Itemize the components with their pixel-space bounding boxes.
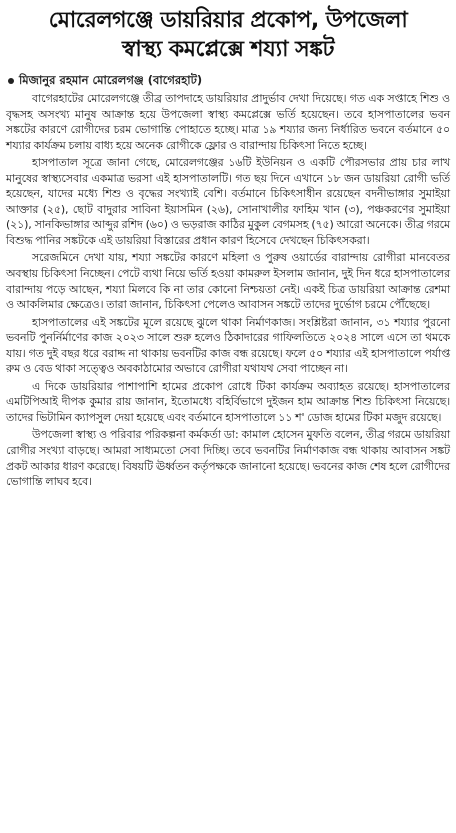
paragraph-6: উপজেলা স্বাস্থ্য ও পরিবার পরিকল্পনা কর্মকর্তা ডা: কামাল হোসেন মুফতি বলেন, তীব্র গরমে ডায়রিয়া রোগীর সংখ্যা বাড়ছে। আমরা সাধ্যমতো সেবা দিচ্ছি। তবে ভবনটির নির্মাণকাজ বন্ধ থাকায় আবাসন সঙ্কট প্রকট আকার ধারণ করেছে। বিষয়টি ঊর্ধ্বতন কর্তৃপক্ষকে জানানো হয়েছে। ভবনের কাজ শেষ হলে রোগীদের ভোগান্তি লাঘব হবে।	[6, 428, 450, 489]
paragraph-1: বাগেরহাটের মোরেলগঞ্জে তীব্র তাপদাহে ডায়রিয়ার প্রাদুর্ভাব দেখা দিয়েছে। গত এক সপ্তাহে শিশু ও বৃদ্ধসহ অসংখ্য মানুষ আক্রান্ত হয়ে উপজেলা স্বাস্থ্য কমপ্লেক্সে ভর্তি হয়েছেন। তবে হাসপাতালের ভবন সঙ্কটের কারণে রোগীদের চরম ভোগান্তি পোহাতে হচ্ছে। মাত্র ১৯ শয্যার জন্য নির্ধারিত ভবনে বর্তমানে ৫০ শয্যার কার্যক্রম চলায় বাধ্য হয়ে অনেক রোগীকে ফ্লোর ও বারান্দায় চিকিৎসা নিতে হচ্ছে।	[6, 92, 450, 152]
article-body	[6, 91, 450, 490]
paragraph-4: হাসপাতালের এই সঙ্কটের মূলে রয়েছে ঝুলে থাকা নির্মাণকাজ। সংশ্লিষ্টরা জানান, ৩১ শয্যার পুরনো ভবনটি পুনর্নির্মাণের কাজ ২০২৩ সালে শুরু হলেও ঠিকাদারের গাফিলতিতে ২০২৪ সালে এসে তা থমকে যায়। গত দুই বছর ধরে বরাদ্দ না থাকায় ভবনটির কাজ বন্ধ রয়েছে। ফলে ৫০ শয্যার এই হাসপাতালে পর্যাপ্ত রুম ও বেড থাকা সত্ত্বেও অবকাঠামোর অভাবে রোগীরা যথাযথ সেবা পাচ্ছেন না।	[6, 315, 450, 376]
paragraph-5: এ দিকে ডায়রিয়ার পাশাপাশি হামের প্রকোপ রোধে টিকা কার্যক্রম অব্যাহত রয়েছে। হাসপাতালের এমটিপিআই দীপক কুমার রায় জানান, ইতোমধ্যে বহির্বিভাগে দুইজন হাম আক্রান্ত শিশু চিকিৎসা নিয়েছে। তাদের ভিটামিন ক্যাপসুল দেয়া হয়েছে এবং বর্তমানে হাসপাতালে ১১ শ' ডোজ হামের টিকা মজুদ রয়েছে।	[6, 379, 450, 424]
byline-text: মিজানুর রহমান মোরেলগঞ্জ (বাগেরহাট)	[19, 73, 203, 87]
headline-line-1: মোরেলগঞ্জে ডায়রিয়ার প্রকোপ, উপজেলা	[48, 8, 408, 33]
headline-line-2: স্বাস্থ্য কমপ্লেক্সে শয্যা সঙ্কট	[122, 37, 334, 62]
byline	[8, 73, 450, 88]
paragraph-2: হাসপাতাল সূত্রে জানা গেছে, মোরেলগঞ্জের ১৬টি ইউনিয়ন ও একটি পৌরসভার প্রায় চার লাখ মানুষের স্বাস্থ্যসেবার একমাত্র ভরসা এই হাসপাতালটি। গত ছয় দিনে এখানে ১৮ জন ডায়রিয়া রোগী ভর্তি হয়েছেন, যাদের মধ্যে শিশু ও বৃদ্ধের সংখ্যাই বেশি। বর্তমানে চিকিৎসাধীন রয়েছেন বদনীভাঙ্গার সুমাইয়া আক্তার (২৫), ছোট বাদুরার সাবিনা ইয়াসমিন (২৬), সোনাখালীর ফাহিম খান (৩), পঞ্চকরণের সুমাইয়া (২১), সানকিভাঙ্গার আব্দুর রশিদ (৬০) ও ভড়রাজ কাঠির মুকুল বেগমসহ (৭৫) আরো অনেকে। তীব্র গরমে বিশুদ্ধ পানির সঙ্কটকে এই ডায়রিয়া বিস্তারের প্রধান কারণ হিসেবে দেখছেন চিকিৎসকরা।	[6, 156, 450, 247]
headline	[6, 6, 450, 64]
paragraph-3: সরেজমিনে দেখা যায়, শয্যা সঙ্কটের কারণে মহিলা ও পুরুষ ওয়ার্ডের বারান্দায় রোগীরা মানবেতর অবস্থায় চিকিৎসা নিচ্ছেন। পেটে ব্যথা নিয়ে ভর্তি হওয়া কামরুল ইসলাম জানান, দুই দিন ধরে হাসপাতালের বারান্দায় পড়ে আছেন, শয্যা মিলবে কি না তার কোনো নিশ্চয়তা নেই। একই চিত্র ডায়রিয়া আক্রান্ত রেশমা ও আকলিমার ক্ষেত্রেও। তারা জানান, চিকিৎসা পেলেও আবাসন সঙ্কটে তাদের দুর্ভোগ চরমে পৌঁছেছে।	[6, 251, 450, 312]
bullet-icon	[8, 78, 14, 84]
